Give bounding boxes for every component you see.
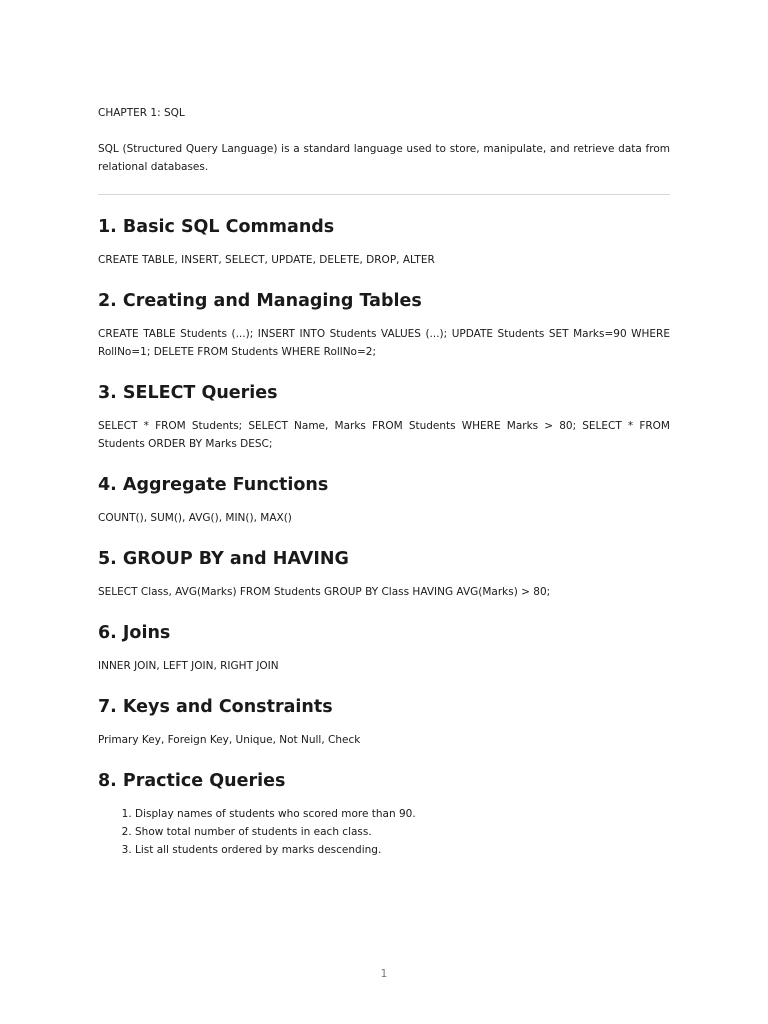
section-aggregate-functions [98, 473, 670, 527]
section-body: SELECT Class, AVG(Marks) FROM Students GROUP BY Class HAVING AVG(Marks) > 80; [98, 586, 551, 598]
section-title: 7. Keys and Constraints [98, 697, 333, 717]
section-practice-queries [98, 769, 670, 859]
chapter-heading: CHAPTER 1: SQL [98, 107, 185, 119]
section-divider [98, 194, 670, 195]
document-page [98, 104, 670, 859]
section-body: SELECT * FROM Students; SELECT Name, Marks FROM Students WHERE Marks > 80; SELECT * FROM Students ORDER BY Marks DESC; [98, 420, 670, 450]
section-select-queries [98, 381, 670, 453]
section-keys-constraints [98, 695, 670, 749]
page-number: 1 [380, 968, 388, 980]
section-group-by-having [98, 547, 670, 601]
section-basic-sql-commands [98, 215, 670, 269]
list-item: 3. List all students ordered by marks descending. [135, 841, 670, 859]
section-body: CREATE TABLE Students (...); INSERT INTO Students VALUES (...); UPDATE Students SET Marks=90 WHERE RollNo=1; DELETE FROM Students WHERE RollNo=2; [98, 328, 670, 358]
section-creating-tables [98, 289, 670, 361]
list-item: 1. Display names of students who scored more than 90. [135, 805, 670, 823]
section-body: INNER JOIN, LEFT JOIN, RIGHT JOIN [98, 660, 279, 672]
list-item: 2. Show total number of students in each class. [135, 823, 670, 841]
section-joins [98, 621, 670, 675]
section-title: 1. Basic SQL Commands [98, 217, 335, 237]
section-title: 3. SELECT Queries [98, 383, 278, 403]
intro-paragraph: SQL (Structured Query Language) is a standard language used to store, manipulate, and retrieve data from relational databases. [98, 143, 670, 173]
practice-list [98, 805, 670, 859]
section-body: CREATE TABLE, INSERT, SELECT, UPDATE, DELETE, DROP, ALTER [98, 254, 435, 266]
section-title: 8. Practice Queries [98, 771, 286, 791]
section-title: 6. Joins [98, 623, 171, 643]
section-title: 2. Creating and Managing Tables [98, 291, 422, 311]
section-title: 5. GROUP BY and HAVING [98, 549, 349, 569]
section-body: COUNT(), SUM(), AVG(), MIN(), MAX() [98, 512, 292, 524]
section-body: Primary Key, Foreign Key, Unique, Not Null, Check [98, 734, 361, 746]
section-title: 4. Aggregate Functions [98, 475, 329, 495]
